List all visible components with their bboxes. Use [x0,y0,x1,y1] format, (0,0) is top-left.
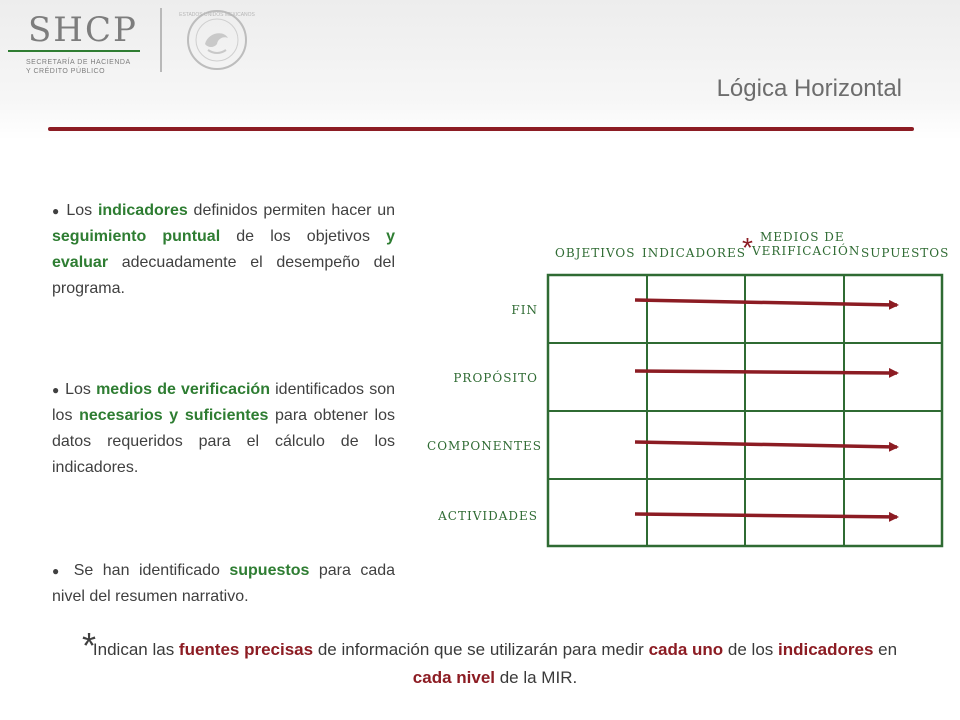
logo-underline [8,50,140,52]
text: adecuadamente el desempeño del programa. [52,254,395,297]
highlight: necesarios y suficientes [79,407,269,424]
bullet-dot: ● [52,204,61,218]
seal-text: ESTADOS UNIDOS MEXICANOS [179,12,255,18]
highlight: y evaluar [52,228,395,271]
row-label-proposito: PROPÓSITO [453,371,538,385]
text: Los [65,381,97,398]
bullet-indicadores [52,198,395,302]
shcp-logo: SHCP [28,10,138,50]
column-header-indicadores: INDICADORES [642,246,746,260]
title-rule [48,127,914,131]
footnote-star: * [82,625,97,666]
text: de información que se utilizarán para medir [313,640,649,659]
logo-subtitle [26,58,131,76]
logo-subtitle-line-2: Y CRÉDITO PÚBLICO [26,68,106,75]
text: Los [66,202,98,219]
text: para cada nivel del resumen narrativo. [52,562,396,605]
column-header-supuestos: SUPUESTOS [861,246,950,260]
highlight: cada uno [648,640,724,659]
text: para obtener los datos requeridos para el cálculo de los indicadores. [52,407,395,476]
highlight: seguimiento puntual [52,228,221,245]
text: Se han identificado [73,562,230,579]
text: en [873,640,898,659]
text: de los objetivos [220,228,387,245]
row-label-fin: FIN [511,303,538,317]
highlight: cada nivel [412,668,495,687]
text: definidos permiten hacer un [187,202,395,219]
arrow-componentes [635,442,897,447]
column-header-objetivos: OBJETIVOS [555,246,636,260]
highlight: medios de verificación [96,381,270,398]
bullet-dot: ● [52,564,65,578]
national-seal-icon [178,8,256,72]
column-header-medios: MEDIOS DE [760,230,845,244]
highlight: indicadores [778,640,874,659]
row-label-actividades: ACTIVIDADES [438,509,538,523]
row-label-componentes: COMPONENTES [427,439,542,453]
header-divider [160,8,162,72]
mir-matrix [415,225,950,555]
text: identificados son los [52,381,395,424]
text: Indican las [92,640,179,659]
highlight: indicadores [97,202,188,219]
bullet-dot: ● [52,383,60,397]
page-title: Lógica Horizontal [716,75,902,102]
highlight: fuentes precisas [178,640,314,659]
verification-star: * [742,232,753,263]
bullet-supuestos [52,558,395,610]
bullet-medios [52,377,395,481]
text: de la MIR. [495,668,578,687]
footnote [80,636,910,692]
column-header-verificacion: VERIFICACIÓN [752,244,861,258]
arrow-proposito [635,371,897,373]
header-banner [0,0,960,140]
highlight: supuestos [229,562,310,579]
arrow-actividades [635,514,897,517]
text: de los [723,640,778,659]
logo-subtitle-line-1: SECRETARÍA DE HACIENDA [26,59,131,66]
arrow-fin [635,300,897,305]
